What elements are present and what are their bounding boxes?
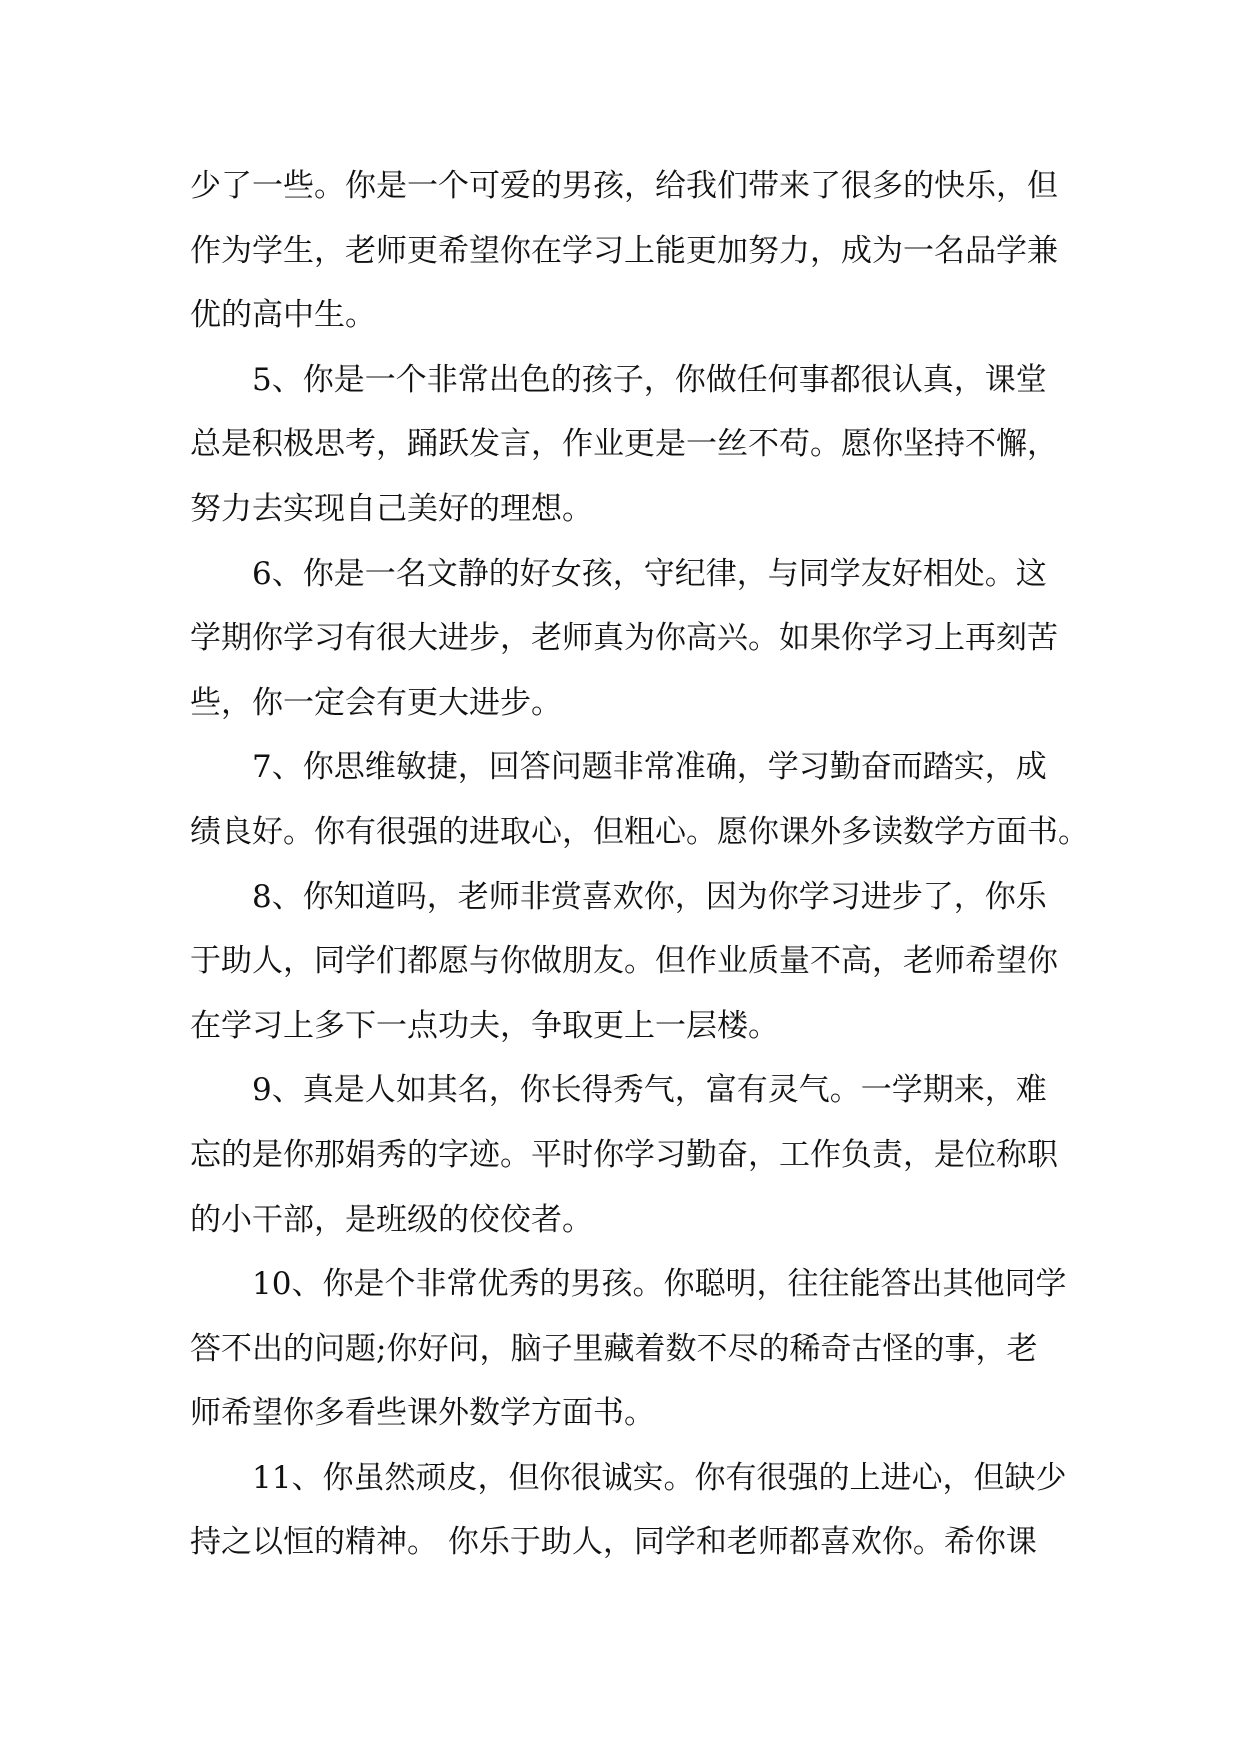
text-line: 努力去实现自己美好的理想。 [190,490,593,527]
paragraph-start-line: 10、你是个非常优秀的男孩。你聪明，往往能答出其他同学 [252,1266,1067,1303]
text-line: 少了一些。你是一个可爱的男孩，给我们带来了很多的快乐，但 [190,168,1058,204]
paragraph-start-line: 7、你思维敏捷，回答问题非常准确，学习勤奋而踏实，成 [252,749,1047,786]
text-line: 持之以恒的精神。 你乐于助人，同学和老师都喜欢你。希你课 [190,1524,1037,1561]
text-line: 学期你学习有很大进步，老师真为你高兴。如果你学习上再刻苦 [190,620,1058,657]
paragraph-start-line: 5、你是一个非常出色的孩子，你做任何事都很认真，课堂 [252,361,1047,398]
document-body [190,154,1089,1575]
text-line: 总是积极思考，踊跃发言，作业更是一丝不苟。愿你坚持不懈， [190,426,1058,463]
paragraph-start-line: 11、你虽然顽皮，但你很诚实。你有很强的上进心，但缺少 [252,1459,1067,1496]
text-line: 师希望你多看些课外数学方面书。 [190,1395,655,1432]
text-line: 优的高中生。 [190,297,376,334]
text-line: 忘的是你那娟秀的字迹。平时你学习勤奋，工作负责，是位称职 [190,1136,1058,1173]
paragraph-start-line: 8、你知道吗，老师非赏喜欢你，因为你学习进步了，你乐 [252,878,1047,915]
paragraph-start-line: 6、你是一名文静的好女孩，守纪律，与同学友好相处。这 [252,555,1047,592]
text-line: 答不出的问题;你好问，脑子里藏着数不尽的稀奇古怪的事，老 [190,1330,1038,1367]
paragraph-start-line: 9、真是人如其名，你长得秀气，富有灵气。一学期来，难 [252,1072,1047,1109]
text-line: 于助人，同学们都愿与你做朋友。但作业质量不高，老师希望你 [190,943,1058,980]
text-line: 绩良好。你有很强的进取心，但粗心。愿你课外多读数学方面书。 [190,813,1089,850]
text-line: 作为学生，老师更希望你在学习上能更加努力，成为一名品学兼 [190,232,1058,269]
text-line: 在学习上多下一点功夫，争取更上一层楼。 [190,1007,779,1044]
text-line: 的小干部，是班级的佼佼者。 [190,1201,593,1238]
text-line: 些，你一定会有更大进步。 [190,684,562,721]
